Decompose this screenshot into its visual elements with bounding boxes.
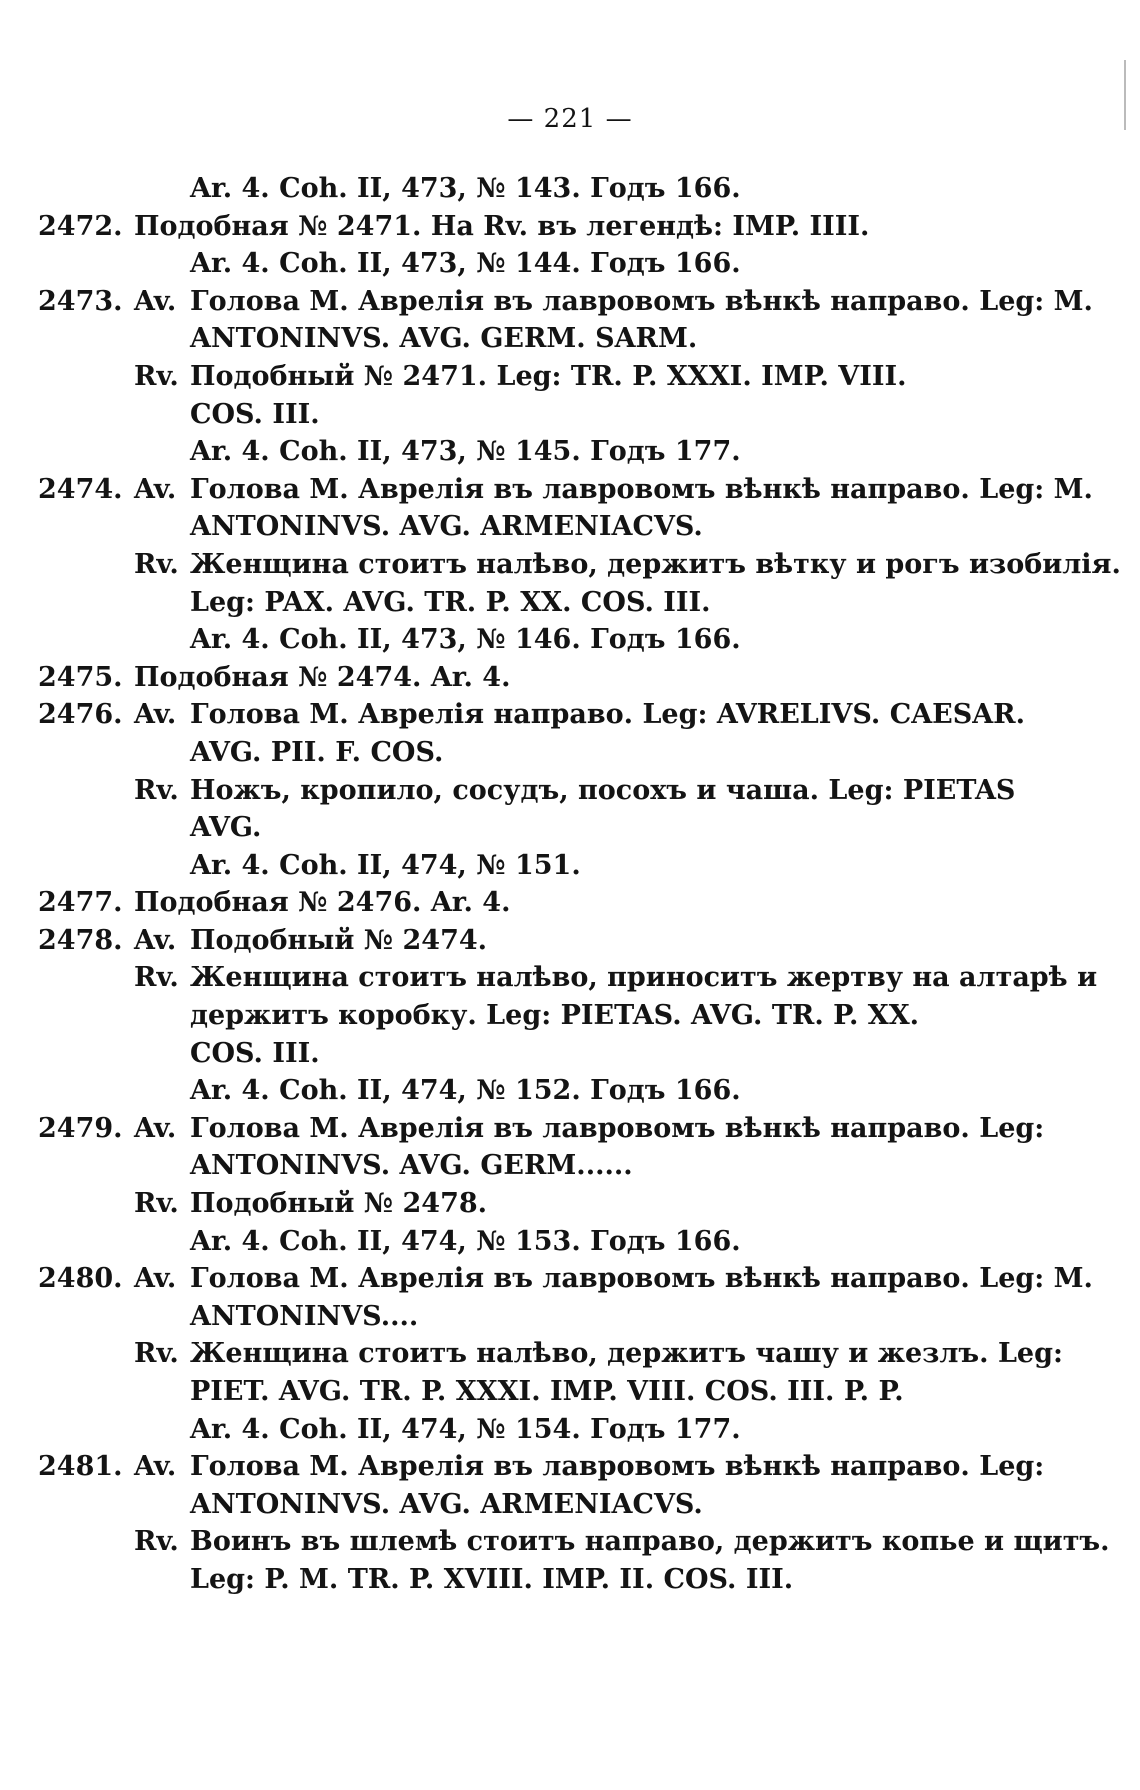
reverse-label: Rv.	[134, 962, 179, 994]
description-text: Голова М. Аврелія направо. Leg: AVRELIVS. CAESAR.	[190, 699, 1026, 731]
description-text: Подобный № 2471. Leg: TR. P. XXXI. IMP. VIII.	[190, 360, 907, 392]
obverse-label: Av.	[134, 1112, 177, 1144]
catalog-line	[38, 1185, 1098, 1223]
reverse-label: Rv.	[134, 1338, 179, 1370]
entry-number: 2474.	[38, 473, 123, 505]
description-text: AVG.	[190, 812, 262, 844]
catalog-line	[38, 1523, 1110, 1561]
reference-text: Ar. 4. Coh. II, 474, № 153. Годъ 166.	[190, 1225, 741, 1257]
catalog-line	[38, 1298, 1098, 1336]
entry-number: 2479.	[38, 1112, 123, 1144]
catalog-line	[38, 433, 1098, 471]
catalog-line	[38, 1223, 1098, 1261]
description-text: Женщина стоитъ налѣво, приноситъ жертву на алтарѣ и	[190, 962, 1098, 994]
catalog-line	[38, 1035, 1098, 1073]
description-text: Leg: P. M. TR. P. XVIII. IMP. II. COS. III.	[190, 1563, 794, 1595]
description-text: Подобная № 2476. Ar. 4.	[134, 887, 511, 919]
catalog-line	[38, 772, 1098, 810]
description-text: ANTONINVS....	[190, 1300, 419, 1332]
reference-text: Ar. 4. Coh. II, 473, № 143. Годъ 166.	[190, 173, 741, 204]
catalog-line	[38, 1373, 1098, 1411]
reverse-label: Rv.	[134, 360, 179, 392]
entry-number: 2476.	[38, 699, 123, 731]
catalog-line	[38, 809, 1098, 847]
catalog-line	[38, 659, 1098, 697]
catalog-line	[38, 1260, 1098, 1298]
description-text: Голова М. Аврелія въ лавровомъ вѣнкѣ направо. Leg: M.	[190, 473, 1093, 505]
description-text: Женщина стоитъ налѣво, держитъ чашу и жезлъ. Leg:	[190, 1338, 1063, 1370]
catalog-line	[38, 1335, 1098, 1373]
catalog-line	[38, 1561, 1098, 1599]
description-text: Ножъ, кропило, сосудъ, посохъ и чаша. Leg: PIETAS	[190, 774, 1016, 806]
catalog-line	[38, 1448, 1098, 1486]
description-text: Голова М. Аврелія въ лавровомъ вѣнкѣ направо. Leg:	[190, 1451, 1045, 1483]
obverse-label: Av.	[134, 473, 177, 505]
catalog-line	[38, 1147, 1098, 1185]
description-text: Подобный № 2478.	[190, 1188, 488, 1220]
entry-number: 2472.	[38, 210, 123, 242]
catalog-line	[38, 997, 1098, 1035]
description-text: COS. III.	[190, 1037, 320, 1069]
description-text: Подобная № 2471. На Rv. въ легендѣ: IMP. IIII.	[134, 210, 870, 242]
catalog-line	[38, 621, 1098, 659]
catalog-line	[38, 884, 1098, 922]
description-text: Подобная № 2474. Ar. 4.	[134, 661, 511, 693]
catalog-line	[38, 1072, 1098, 1110]
catalog-entries	[38, 170, 1121, 1599]
page-number: — 221 —	[507, 104, 633, 134]
catalog-line	[38, 396, 1098, 434]
entry-number: 2475.	[38, 661, 123, 693]
entry-number: 2480.	[38, 1263, 123, 1295]
obverse-label: Av.	[134, 1451, 177, 1483]
reverse-label: Rv.	[134, 1526, 179, 1558]
catalog-line	[38, 508, 1098, 546]
catalog-line	[38, 696, 1098, 734]
description-text: ANTONINVS. AVG. ARMENIACVS.	[190, 1488, 703, 1520]
reference-text: Ar. 4. Coh. II, 474, № 152. Годъ 166.	[190, 1075, 741, 1107]
description-text: Leg: PAX. AVG. TR. P. XX. COS. III.	[190, 586, 711, 618]
catalog-line	[38, 170, 1098, 208]
description-text: AVG. PII. F. COS.	[190, 736, 444, 768]
catalog-line	[38, 358, 1098, 396]
entry-number: 2478.	[38, 924, 123, 956]
reference-text: Ar. 4. Coh. II, 474, № 154. Годъ 177.	[190, 1413, 741, 1445]
catalog-line	[38, 734, 1098, 772]
catalog-line	[38, 1486, 1098, 1524]
catalog-line	[38, 847, 1098, 885]
obverse-label: Av.	[134, 699, 177, 731]
description-text: PIET. AVG. TR. P. XXXI. IMP. VIII. COS. III. P. P.	[190, 1376, 904, 1407]
catalog-line	[38, 546, 1121, 584]
description-text: Голова М. Аврелія въ лавровомъ вѣнкѣ направо. Leg: M.	[190, 285, 1093, 317]
reverse-label: Rv.	[134, 548, 179, 580]
description-text: Женщина стоитъ налѣво, держитъ вѣтку и рогъ изобилія.	[190, 548, 1121, 580]
description-text: ANTONINVS. AVG. GERM......	[190, 1150, 633, 1182]
description-text: ANTONINVS. AVG. ARMENIACVS.	[190, 511, 703, 543]
description-text: Голова М. Аврелія въ лавровомъ вѣнкѣ направо. Leg: M.	[190, 1263, 1093, 1295]
description-text: Воинъ въ шлемѣ стоитъ направо, держитъ копье и щитъ.	[190, 1526, 1110, 1558]
catalog-line	[38, 584, 1098, 622]
catalog-line	[38, 471, 1098, 509]
catalog-line	[38, 1110, 1098, 1148]
reverse-label: Rv.	[134, 774, 179, 806]
catalog-line	[38, 208, 1098, 246]
catalog-line	[38, 320, 1098, 358]
description-text: Голова М. Аврелія въ лавровомъ вѣнкѣ направо. Leg:	[190, 1112, 1045, 1144]
entry-number: 2481.	[38, 1451, 123, 1483]
catalog-line	[38, 283, 1098, 321]
reference-text: Ar. 4. Coh. II, 473, № 146. Годъ 166.	[190, 624, 741, 656]
entry-number: 2473.	[38, 285, 123, 317]
description-text: COS. III.	[190, 398, 320, 430]
description-text: Подобный № 2474.	[190, 924, 488, 956]
obverse-label: Av.	[134, 1263, 177, 1295]
reference-text: Ar. 4. Coh. II, 473, № 145. Годъ 177.	[190, 436, 741, 468]
catalog-line	[38, 1411, 1098, 1449]
catalog-line	[38, 922, 1098, 960]
entry-number: 2477.	[38, 887, 123, 919]
description-text: держитъ коробку. Leg: PIETAS. AVG. TR. P. XX.	[190, 1000, 920, 1032]
description-text: ANTONINVS. AVG. GERM. SARM.	[190, 323, 698, 355]
catalog-line	[38, 245, 1098, 283]
reverse-label: Rv.	[134, 1188, 179, 1220]
reference-text: Ar. 4. Coh. II, 473, № 144. Годъ 166.	[190, 248, 741, 280]
catalog-line	[38, 959, 1098, 997]
reference-text: Ar. 4. Coh. II, 474, № 151.	[190, 849, 581, 881]
obverse-label: Av.	[134, 924, 177, 956]
obverse-label: Av.	[134, 285, 177, 317]
